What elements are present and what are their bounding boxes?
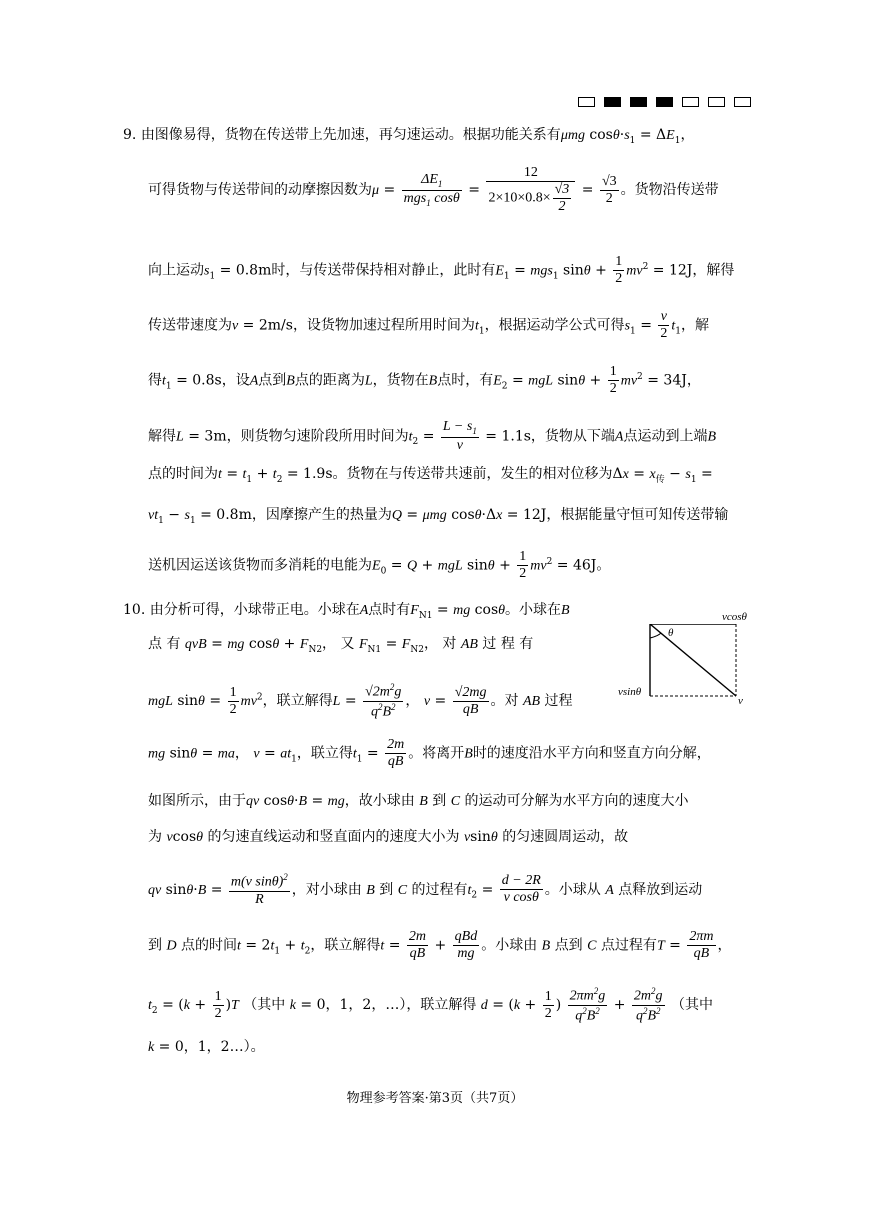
q10-line-8: 到 D 点的时间$t = 2t_1 + t_2$，联立解得t = $\frac{2m}{qB}$ + $\frac{\text{qBd}}{mg}$ 。小球由 B 点到 C 点过程有T = $\frac{2\pi m}{qB}$ ， — [148, 929, 732, 961]
q10-line-10: k = 0，1，2…）。 — [148, 1039, 265, 1055]
marker-6 — [708, 97, 725, 107]
diagram-diagonal-v — [650, 624, 736, 696]
q9-line-1: 9. 由图像易得，货物在传送带上先加速，再匀速运动。根据功能关系有μmg $\cos\theta\cdot s_1 = \Delta E_1$， — [123, 127, 695, 146]
page-progress-markers — [578, 97, 751, 107]
q10-line-2: 点 有 qvB = mg $\cos\theta + F_{N2}$， 又 $F_{N1} = F_{N2}$， 对 AB 过 程 有 — [148, 636, 534, 655]
diagram-label-theta: θ — [668, 627, 674, 639]
marker-7 — [734, 97, 751, 107]
q9-line-6: 解得L = 3m，则货物匀速阶段所用时间为$t_2$ = $\frac{L - s_1}{v}$ = 1.1s，货物从下端A点运动到上端B — [148, 419, 717, 453]
q10-line-3: mgL sinθ = $\frac{1}{2}$ $mv^2$，联立解得L = $\frac{√2m^2g}{q^2B^2}$ ， v = $\frac{√2mg}{qB}$ 。对 AB 过程 — [148, 682, 573, 720]
q10-line-5: 如图所示，由于qv cosθ·B = mg，故小球由 B 到 C 的运动可分解为水平方向的速度大小 — [148, 793, 689, 809]
q9-line-9: 送机因运送该货物而多消耗的电能为$E_0 = Q$ + mgL sinθ + $\frac{1}{2}$ $mv^2 = 46J$。 — [148, 549, 611, 581]
q10-line-6: 为 vcosθ 的匀速直线运动和竖直面内的速度大小为 vsinθ 的匀速圆周运动，故 — [148, 829, 629, 845]
q10-line-9: $t_2 = (k$ + $\frac{1}{2}$ )T （其中 k = 0，1，2，…），联立解得 d = (k + $\frac{1}{2}$ ) $\frac{2\pi m^2g}{q^2B^2}$ + $\frac{2m^2g}{q^2B^2}$ （其中 — [148, 986, 713, 1024]
q9-line-2: 可得货物与传送带间的动摩擦因数为μ = $\frac{\Delta E_1}{mgs_1 \cos\theta}$ = 12 2×10×0.8× $\frac{√3}{2}$ = $\frac{√3}{2}$ 。货物沿传送带 — [148, 165, 719, 214]
q10-line-4: mg sinθ = ma， $v = at_1$，联立得$t_1$ = $\frac{2m}{qB}$ 。将离开B时的速度沿水平方向和竖直方向分解， — [148, 737, 711, 769]
q9-line-8: $vt_1 - s_1 = 0.8m$，因摩擦产生的热量为Q = μmg cosθ·Δx = 12J，根据能量守恒可知传送带输 — [148, 507, 729, 526]
diagram-label-v: v — [738, 695, 743, 707]
q9-line-3: 向上运动$s_1 = 0.8m$时，与传送带保持相对静止，此时有$E_1 = mgs_1$ sinθ + $\frac{1}{2}$ $mv^2 = 12J$，解得 — [148, 254, 735, 286]
velocity-decomposition-diagram — [618, 611, 758, 710]
q10-line-1: 10. 由分析可得，小球带正电。小球在A点时有$F_{N1}$ = mg cosθ。小球在B — [123, 602, 570, 621]
diagram-label-vsin: vsinθ — [618, 686, 642, 698]
marker-5 — [682, 97, 699, 107]
page-footer: 物理参考答案·第3页（共7页） — [346, 1091, 524, 1106]
marker-4 — [656, 97, 673, 107]
q10-line-7: qv sinθ·B = $\frac{m(v \sin\theta)^2}{R}$ ，对小球由 B 到 C 的过程有$t_2$ = $\frac{d - 2R}{\text{v cosθ}}$ 。小球从 A 点释放到运动 — [148, 872, 703, 907]
q9-line-4: 传送带速度为v = 2m/s，设货物加速过程所用时间为$t_1$，根据运动学公式可得$s_1$ = $\frac{v}{2}$ $t_1$，解 — [148, 309, 710, 341]
marker-2 — [604, 97, 621, 107]
marker-1 — [578, 97, 595, 107]
diagram-label-vcos: vcosθ — [722, 611, 747, 623]
diagram-angle-arc — [650, 633, 661, 638]
q9-line-7: 点的时间为$t = t_1 + t_2 = 1.9s$。货物在与传送带共速前，发生的相对位移为$\Delta x = x_传 - s_1$ = — [148, 466, 713, 485]
q9-number: 9. — [123, 127, 137, 143]
q10-number: 10. — [123, 602, 146, 618]
q9-line-5: 得$t_1 = 0.8s$，设A点到B点的距离为L，货物在B点时，有$E_2$ = mgL sinθ + $\frac{1}{2}$ $mv^2 = 34J$， — [148, 364, 701, 396]
marker-3 — [630, 97, 647, 107]
